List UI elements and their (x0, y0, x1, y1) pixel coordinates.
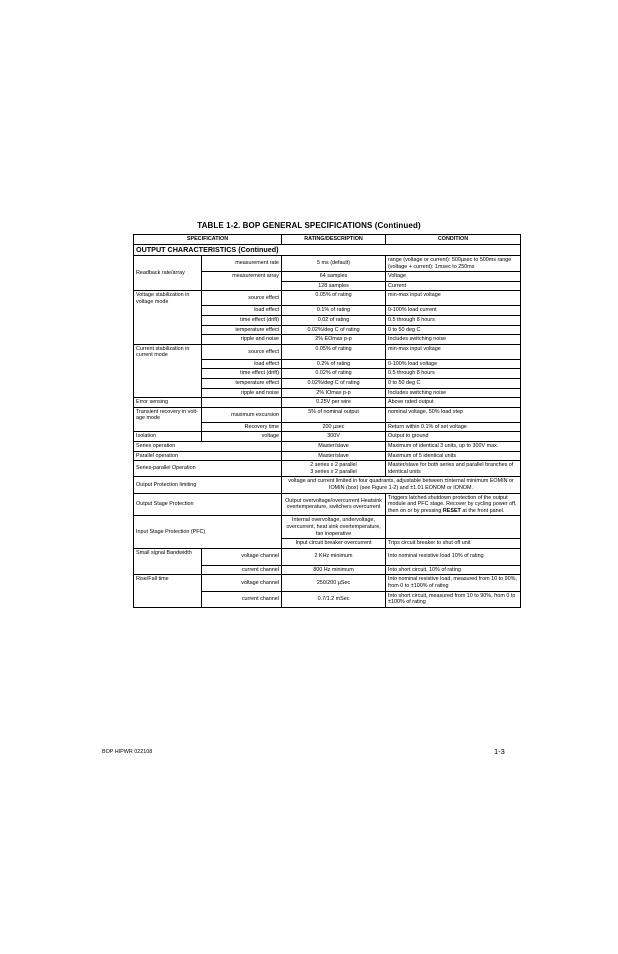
condition-cell: Into nominal resistive load 10% of rating (386, 548, 521, 565)
table-row (134, 256, 521, 272)
reset-label: RESET (442, 507, 461, 514)
table-row (134, 291, 521, 306)
table-row (134, 344, 521, 359)
condition-cell: min-max input voltage (386, 344, 521, 359)
rating-cell: 64 samples (282, 272, 386, 282)
sub-label: Recovery time (202, 422, 282, 432)
rating-cell: Master/slave (282, 451, 386, 461)
condition-cell: min-max input voltage (386, 291, 521, 306)
rating-cell (282, 461, 386, 477)
condition-cell: Above rated output (386, 398, 521, 408)
condition-cell: nominal voltage, 50% load step (386, 407, 521, 422)
spec-label: Readback rate/array (134, 256, 202, 291)
spec-label: Error sensing (134, 398, 202, 408)
condition-cell: 0-100% load current (386, 306, 521, 316)
table-row (134, 451, 521, 461)
section-row (134, 244, 521, 256)
rating-cell: 0.1% of rating (282, 306, 386, 316)
sub-label: source effect (202, 344, 282, 359)
rating-cell: 128 samples (282, 281, 386, 291)
spec-label: Output Stage Protection (134, 493, 282, 516)
rating-line: 2 series x 2 parallel (310, 462, 357, 469)
condition-cell (386, 516, 521, 539)
spec-label: Output Protection limiting (134, 477, 282, 493)
condition-cell: Maximum of 5 identical units (386, 451, 521, 461)
spec-table (133, 234, 521, 608)
table-row (134, 516, 521, 539)
table-row (134, 548, 521, 565)
sub-label: voltage channel (202, 575, 282, 591)
description-cell: voltage and current limited in four quadrants, adjustable between ±internal minimum EOMIN or IOMIN (box) (see Figure 1-2) and ±1.01 EONOM or IONOM. (282, 477, 521, 493)
sub-label: voltage (202, 432, 282, 442)
rating-cell: 0.02% of rating (282, 369, 386, 379)
header-row (134, 235, 521, 245)
rating-cell: Internal overvoltage, undervoltage, overcurrent, heat sink overtemperature, fan inoperative (282, 516, 386, 539)
spec-label: Small signal Bandwidth (134, 548, 202, 575)
condition-cell: Into short circuit, measured from 10 to 90%, from 0 to ±100% of rating (386, 591, 521, 607)
sub-label: temperature effect (202, 325, 282, 335)
sub-label: voltage channel (202, 548, 282, 565)
condition-text-end: at the front panel. (460, 507, 505, 514)
spec-label: Transient recovery in volt-age mode (134, 407, 202, 432)
rating-cell: Output overvoltage/overcurrent Heatsink overtemperature, switchers overcurrent (282, 493, 386, 516)
condition-cell: Output to ground (386, 432, 521, 442)
table-row (134, 432, 521, 442)
footer-page-number: 1-3 (494, 747, 505, 756)
rating-cell: 5 ms (default) (282, 256, 386, 272)
section-title: OUTPUT CHARACTERISTICS (Continued) (134, 244, 521, 256)
condition-cell: Maximum of identical 3 units, up to 300V max. (386, 442, 521, 452)
condition-cell: 0-100% load voltage (386, 359, 521, 369)
condition-cell: Trips circuit breaker to shut off unit (386, 539, 521, 549)
rating-cell: 0.05% of rating (282, 291, 386, 306)
rating-cell: 2% IOmax p-p (282, 388, 386, 398)
spec-label: Series-parallel Operation (134, 461, 282, 477)
sub-label: current channel (202, 565, 282, 575)
sub-label: time effect (drift) (202, 316, 282, 326)
table-row (134, 407, 521, 422)
condition-cell: Into short circuit, 10% of rating (386, 565, 521, 575)
table-row (134, 442, 521, 452)
footer-doc-id: BOP HIPWR 022108 (102, 749, 153, 755)
rating-cell: 0.02%/deg C of rating (282, 379, 386, 389)
rating-cell: 0.25V per wire (282, 398, 386, 408)
spec-label: Series operation (134, 442, 282, 452)
header-condition: CONDITION (386, 235, 521, 245)
condition-cell: Includes switching noise (386, 335, 521, 345)
condition-cell (386, 493, 521, 516)
sub-label: maximum excursion (202, 407, 282, 422)
sub-label: current channel (202, 591, 282, 607)
spec-label: Current stabilization in current mode (134, 344, 202, 397)
condition-cell: Into nominal resistive load, measured from 10 to 90%, from 0 to ±100% of rating (386, 575, 521, 591)
spec-label: Input Stage Protection (PFC) (134, 516, 282, 548)
condition-cell: Voltage (386, 272, 521, 282)
condition-cell: 0.5 through 8 hours (386, 369, 521, 379)
rating-cell: 200 µsec (282, 422, 386, 432)
condition-cell: Current (386, 281, 521, 291)
rating-cell: 800 Hz minimum (282, 565, 386, 575)
rating-cell: 0.05% of rating (282, 344, 386, 359)
rating-cell: 0.2% of rating (282, 359, 386, 369)
sub-label: ripple and noise (202, 335, 282, 345)
spec-label: Voltage stabilization in voltage mode (134, 291, 202, 344)
sub-label: time effect (drift) (202, 369, 282, 379)
condition-text: Triggers latched shutdown protection of the output module and PFC stage. Recover by cycling power off, then on or by pressing (388, 494, 517, 514)
sub-label: load effect (202, 306, 282, 316)
condition-cell: range (voltage or current): 500µsec to 500ms range (voltage + current): 1msec to 250ms (386, 256, 521, 272)
table-title: TABLE 1-2. BOP GENERAL SPECIFICATIONS (Continued) (197, 221, 421, 230)
spec-label: Rise/Fall time (134, 575, 202, 607)
sub-label: measurement rate (202, 256, 282, 272)
rating-cell: 2 KHz minimum (282, 548, 386, 565)
spec-label: Parallel operation (134, 451, 282, 461)
condition-cell: Return within 0.1% of set voltage (386, 422, 521, 432)
rating-cell: 0.02%/deg C of rating (282, 325, 386, 335)
rating-cell: 0.02 of rating (282, 316, 386, 326)
sub-label: ripple and noise (202, 388, 282, 398)
condition-cell: 0 to 50 deg C (386, 379, 521, 389)
sub-label: load effect (202, 359, 282, 369)
condition-cell: Includes switching noise (386, 388, 521, 398)
table-row (134, 477, 521, 493)
rating-cell: 2% EOmax p-p (282, 335, 386, 345)
rating-cell: 300V (282, 432, 386, 442)
table-row (134, 398, 521, 408)
rating-cell: 250/200 µSec (282, 575, 386, 591)
condition-cell: Master/slave for both series and parallel branches of identical units (386, 461, 521, 477)
sub-label: measurement array (202, 272, 282, 291)
table-row (134, 493, 521, 516)
header-rating: RATING/DESCRIPTION (282, 235, 386, 245)
rating-cell: 0.7/1.2 mSec (282, 591, 386, 607)
rating-cell: 5% of nominal output (282, 407, 386, 422)
table-row (134, 575, 521, 591)
rating-cell: Master/slave (282, 442, 386, 452)
condition-cell: 0.5 through 8 hours (386, 316, 521, 326)
spec-label: Isolation (134, 432, 202, 442)
sub-label (202, 398, 282, 408)
rating-cell: Input circuit breaker overcurrent (282, 539, 386, 549)
header-specification: SPECIFICATION (134, 235, 282, 245)
condition-cell: 0 to 50 deg C (386, 325, 521, 335)
sub-label: temperature effect (202, 379, 282, 389)
table-row (134, 461, 521, 477)
sub-label: source effect (202, 291, 282, 306)
rating-line: 3 series x 2 parallel (310, 468, 357, 475)
